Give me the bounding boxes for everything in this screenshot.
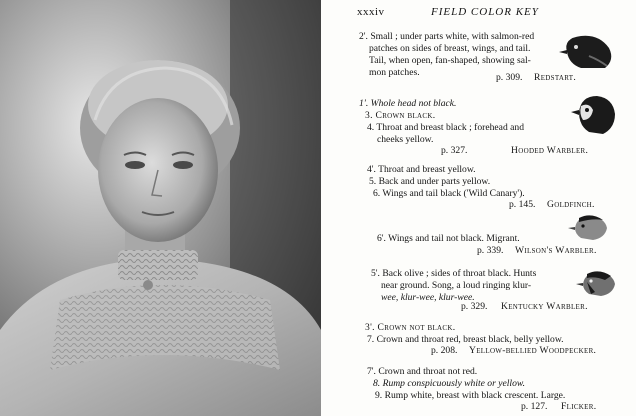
page-title: FIELD COLOR KEY xyxy=(431,6,539,18)
wilsons-warbler-illustration xyxy=(567,212,613,242)
entry-5p-line-2: near ground. Song, a loud ringing klur- xyxy=(381,280,532,291)
entry-6-page-ref: p. 145. xyxy=(509,199,536,210)
entry-6-species: Goldfinch. xyxy=(547,199,595,210)
redstart-illustration xyxy=(559,30,619,72)
entry-4-page-ref: p. 327. xyxy=(441,145,468,156)
entry-5-line: 5. Back and under parts yellow. xyxy=(369,176,491,187)
entry-2p-species: Redstart. xyxy=(534,72,577,83)
entry-6p-line: 6'. Wings and tail not black. Migrant. xyxy=(377,233,520,244)
entry-9-species: Flicker. xyxy=(561,401,597,412)
entry-5p-line-1: 5'. Back olive ; sides of throat black. Hunts xyxy=(371,268,537,279)
entry-2p-line-4: mon patches. xyxy=(369,67,420,78)
entry-9-line: 9. Rump white, breast with black crescent. Large. xyxy=(375,390,566,401)
entry-5p-page-ref: p. 329. xyxy=(461,301,488,312)
kentucky-warbler-illustration xyxy=(575,266,621,300)
entry-5p-species: Kentucky Warbler. xyxy=(501,301,588,312)
entry-5p-line-3: wee, klur-wee, klur-wee. xyxy=(381,292,475,303)
entry-2p-line-1: 2'. Small ; under parts white, with salmon-red xyxy=(359,31,535,42)
entry-8-line: 8. Rump conspicuously white or yellow. xyxy=(373,378,525,389)
entry-2p-line-2: patches on sides of breast, wings, and tail. xyxy=(369,43,531,54)
book-page xyxy=(321,0,636,416)
entry-4-line-2: cheeks yellow. xyxy=(377,134,434,145)
entry-3-line: 3. Crown black. xyxy=(365,110,436,121)
entry-4-species: Hooded Warbler. xyxy=(511,145,589,156)
entry-9-page-ref: p. 127. xyxy=(521,401,548,412)
entry-4p-line: 4'. Throat and breast yellow. xyxy=(367,164,476,175)
entry-7p-line: 7'. Crown and throat not red. xyxy=(367,366,478,377)
page-number: xxxiv xyxy=(357,6,385,18)
entry-3p-line: 3'. Crown not black. xyxy=(365,322,456,333)
entry-2p-page-ref: p. 309. xyxy=(496,72,523,83)
entry-6-line: 6. Wings and tail black ('Wild Canary'). xyxy=(373,188,525,199)
entry-4-line-1: 4. Throat and breast black ; forehead and xyxy=(367,122,524,133)
entry-7-page-ref: p. 208. xyxy=(431,345,458,356)
entry-1p-line: 1'. Whole head not black. xyxy=(359,98,457,109)
entry-6p-species: Wilson's Warbler. xyxy=(515,245,597,256)
entry-2p-line-3: Tail, when open, fan-shaped, showing sal- xyxy=(369,55,531,66)
entry-7-species: Yellow-bellied Woodpecker. xyxy=(469,345,597,356)
hooded-warbler-illustration xyxy=(569,92,621,138)
entry-7-line: 7. Crown and throat red, breast black, belly yellow. xyxy=(367,334,564,345)
entry-6p-page-ref: p. 339. xyxy=(477,245,504,256)
